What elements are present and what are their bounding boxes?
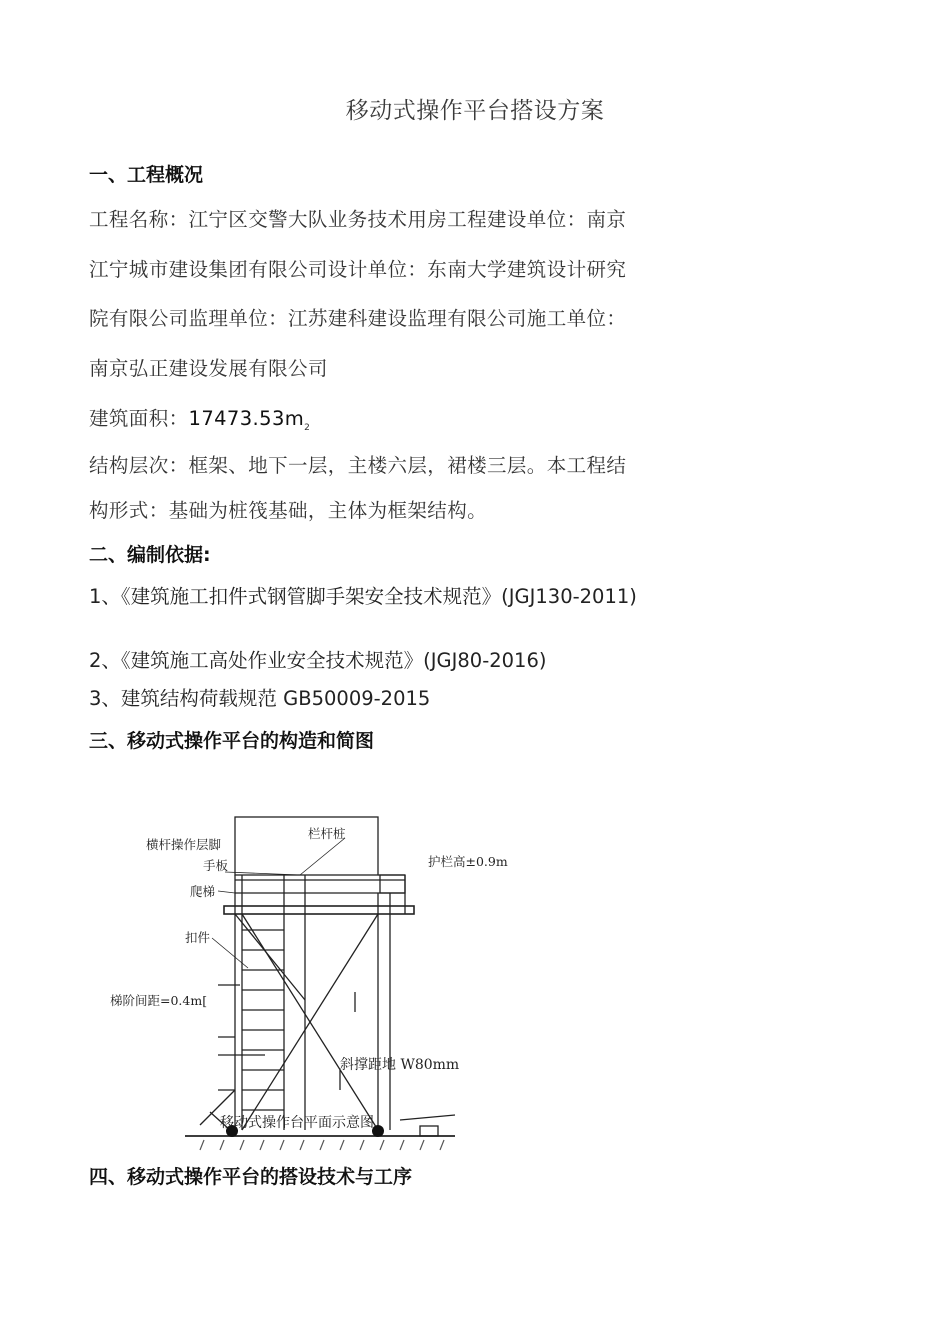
reference-item: 3、建筑结构荷载规范 GB50009-2015 <box>89 687 431 710</box>
rail-box <box>235 817 378 875</box>
building-area <box>89 403 310 433</box>
label-rail-post: 栏杆桩 <box>308 826 346 841</box>
overview-line: 院有限公司监理单位：江苏建科建设监理有限公司施工单位： <box>89 307 627 330</box>
reference-item: 1、《建筑施工扣件式钢管脚手架安全技术规范》(JGJ130-2011) <box>89 585 637 608</box>
section-heading-process: 四、移动式操作平台的搭设技术与工序 <box>89 1166 413 1188</box>
overview-line: 江宁城市建设集团有限公司设计单位：东南大学建筑设计研究 <box>89 258 627 281</box>
label-clamp: 扣件 <box>185 930 211 945</box>
building-area-unit-sup: 2 <box>304 422 311 433</box>
reference-item: 2、《建筑施工高处作业安全技术规范》(JGJ80-2016) <box>89 649 547 672</box>
building-area-label: 建筑面积： <box>89 407 189 430</box>
structure-line: 构形式：基础为桩筏基础，主体为框架结构。 <box>89 499 488 522</box>
label-step-spacing: 梯阶间距=0.4m[ <box>110 993 208 1008</box>
overview-line: 工程名称：江宁区交警大队业务技术用房工程建设单位：南京 <box>89 208 627 231</box>
diagram-caption: 移动式操作台平面示意图 <box>220 1115 374 1131</box>
label-ladder: 爬梯 <box>190 884 216 899</box>
label-crossbar-cont: 手板 <box>203 858 229 873</box>
overview-line: 南京弘正建设发展有限公司 <box>89 357 328 380</box>
page-title: 移动式操作平台搭设方案 <box>345 98 605 124</box>
section-heading-basis: 二、编制依据: <box>89 544 211 566</box>
section-heading-overview: 一、工程概况 <box>89 164 204 186</box>
platform-deck <box>224 906 414 914</box>
label-crossbar: 横杆操作层脚 <box>146 837 222 852</box>
structure-line: 结构层次：框架、地下一层，主楼六层，裙楼三层。本工程结 <box>89 454 627 477</box>
label-brace: 斜撑距地 W80mm <box>340 1057 460 1073</box>
building-area-value: 17473.53m <box>188 407 305 430</box>
section-heading-structure: 三、移动式操作平台的构造和简图 <box>89 730 375 752</box>
platform-diagram <box>100 800 508 1160</box>
label-guardrail: 护栏高±0.9m <box>428 854 508 869</box>
